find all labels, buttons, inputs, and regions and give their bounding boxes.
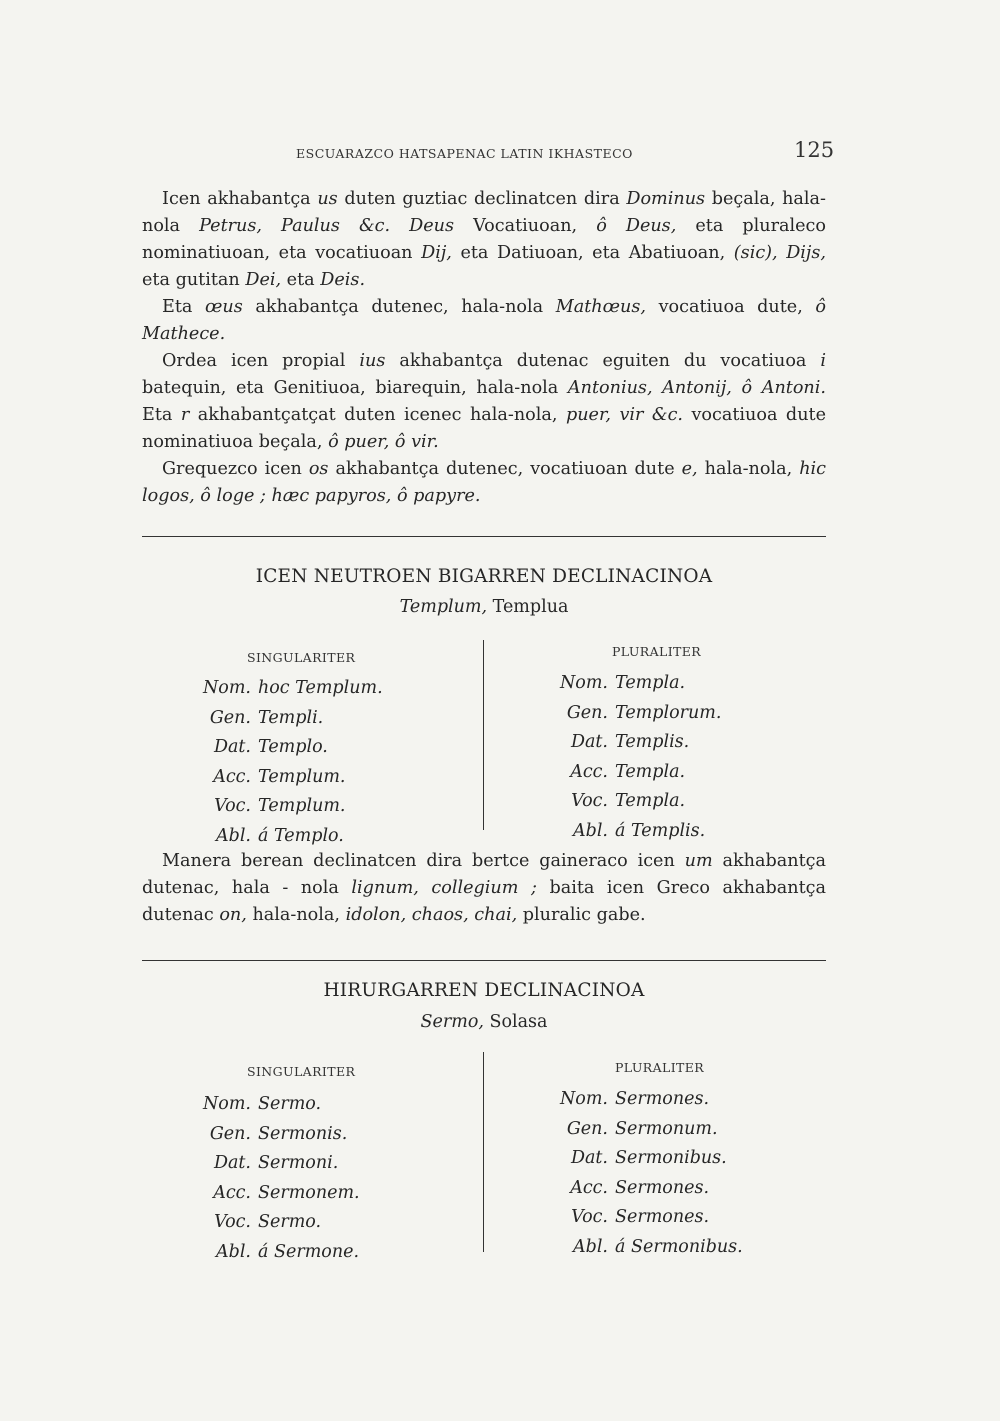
case-form: á Templis. (615, 820, 706, 841)
plural-heading: PLURALITER (615, 1060, 705, 1075)
case-form: Sermones. (615, 1177, 710, 1198)
plural-row (550, 1233, 743, 1263)
case-label: Gen. (566, 702, 608, 723)
case-label: Abl. (216, 825, 251, 846)
singular-row (193, 1238, 360, 1268)
case-form: Templa. (615, 761, 686, 782)
case-form: Templa. (615, 791, 686, 812)
singular-declension (193, 1090, 360, 1268)
section-rule (142, 960, 826, 961)
case-form: á Sermonibus. (615, 1236, 743, 1257)
case-form: á Sermone. (258, 1241, 360, 1262)
case-label: Acc. (570, 761, 608, 782)
case-form: Sermones. (615, 1207, 710, 1228)
case-label: Abl. (573, 820, 608, 841)
case-label: Abl. (573, 1236, 608, 1257)
intro-text (142, 186, 826, 510)
case-form: Templis. (615, 732, 690, 753)
case-form: á Templo. (258, 825, 344, 846)
case-form: Templa. (615, 673, 686, 693)
plural-row (550, 817, 721, 847)
case-form: Templi. (258, 707, 324, 728)
section-subtitle: Sermo, Solasa (420, 1012, 548, 1032)
case-form: Sermo. (258, 1212, 322, 1233)
case-label: Nom. (559, 1089, 608, 1109)
case-label: Gen. (209, 707, 251, 728)
middle-paragraph: Manera berean declinatcen dira bertce gaineraco icen um akhabantça dutenac, hala - nola lignum, collegium ; baita icen Greco akhabantça dutenac on, hala-nola, idolon, chaos, chai, pluralic gabe. (142, 851, 827, 925)
column-divider (483, 1052, 484, 1252)
section-subtitle: Templum, Templua (399, 597, 569, 617)
singular-row (193, 1120, 360, 1150)
case-label: Voc. (571, 791, 608, 812)
page-number: 125 (794, 138, 835, 162)
singular-row (193, 792, 383, 822)
case-label: Nom. (202, 678, 251, 698)
plural-row (550, 1144, 743, 1174)
case-label: Dat. (570, 732, 608, 753)
case-form: Sermo. (258, 1094, 322, 1114)
plural-row (550, 1203, 743, 1233)
case-form: Templum. (258, 796, 346, 817)
section-title: HIRURGARREN DECLINACINOA (323, 980, 645, 1001)
case-form: Sermoni. (258, 1153, 339, 1174)
singular-row (193, 674, 383, 704)
case-label: Acc. (213, 766, 251, 787)
case-label: Abl. (216, 1241, 251, 1262)
plural-row (550, 699, 721, 729)
section-rule (142, 536, 826, 537)
paragraph-2: Eta œus akhabantça dutenec, hala-nola Mathœus, vocatiuoa dute, ô Mathece. (142, 297, 826, 344)
singular-heading: SINGULARITER (247, 1064, 356, 1079)
case-label: Voc. (214, 796, 251, 817)
singular-row (193, 704, 383, 734)
plural-row (550, 669, 721, 699)
case-form: Templo. (258, 737, 328, 758)
case-form: Sermonem. (258, 1182, 360, 1203)
paragraph-3: Ordea icen propial ius akhabantça dutenac eguiten du vocatiuoa i batequin, eta Genitiuoa, biarequin, hala-nola Antonius, Antonij, ô Antoni. Eta r akhabantçatçat duten icenec hala-nola, puer, vir &c. vocatiuoa dute nominatiuoa beçala, ô puer, ô vir. (142, 351, 827, 452)
column-divider (483, 640, 484, 830)
plural-declension (550, 1085, 743, 1263)
case-form: Sermonum. (615, 1118, 718, 1139)
case-label: Acc. (213, 1182, 251, 1203)
running-head: ESCUARAZCO HATSAPENAC LATIN IKHASTECO (296, 146, 633, 161)
singular-declension (193, 674, 383, 852)
singular-row (193, 763, 383, 793)
case-label: Dat. (570, 1148, 608, 1169)
case-label: Voc. (214, 1212, 251, 1233)
plural-row (550, 728, 721, 758)
singular-row (193, 733, 383, 763)
case-label: Dat. (213, 737, 251, 758)
singular-row (193, 1149, 360, 1179)
case-label: Gen. (566, 1118, 608, 1139)
singular-row (193, 1179, 360, 1209)
case-form: Templorum. (615, 702, 722, 723)
plural-row (550, 787, 721, 817)
case-label: Voc. (571, 1207, 608, 1228)
case-form: Sermonis. (258, 1123, 348, 1144)
section-title: ICEN NEUTROEN BIGARREN DECLINACINOA (255, 566, 713, 587)
plural-row (550, 758, 721, 788)
singular-heading: SINGULARITER (247, 650, 356, 665)
plural-row (550, 1174, 743, 1204)
paragraph-1: Icen akhabantça us duten guztiac declinatcen dira Dominus beçala, hala-nola Petrus, Paulus &c. Deus Vocatiuoan, ô Deus, eta pluraleco nominatiuoan, eta vocatiuoan Dij, eta Datiuoan, eta Abatiuoan, (sic), Dijs, eta gutitan Dei, eta Deis. (142, 189, 827, 290)
case-form: Templum. (258, 766, 346, 787)
case-label: Dat. (213, 1153, 251, 1174)
case-label: Nom. (559, 673, 608, 693)
case-label: Acc. (570, 1177, 608, 1198)
plural-declension (550, 669, 721, 847)
case-label: Gen. (209, 1123, 251, 1144)
plural-row (550, 1085, 743, 1115)
plural-row (550, 1115, 743, 1145)
singular-row (193, 1208, 360, 1238)
case-form: Sermones. (615, 1089, 710, 1109)
singular-row (193, 1090, 360, 1120)
case-form: Sermonibus. (615, 1148, 727, 1169)
paragraph-4: Grequezco icen os akhabantça dutenec, vocatiuoan dute e, hala-nola, hic logos, ô loge ; hæc papyros, ô papyre. (142, 459, 826, 506)
plural-heading: PLURALITER (612, 644, 702, 659)
case-form: hoc Templum. (258, 678, 383, 698)
case-label: Nom. (202, 1094, 251, 1114)
